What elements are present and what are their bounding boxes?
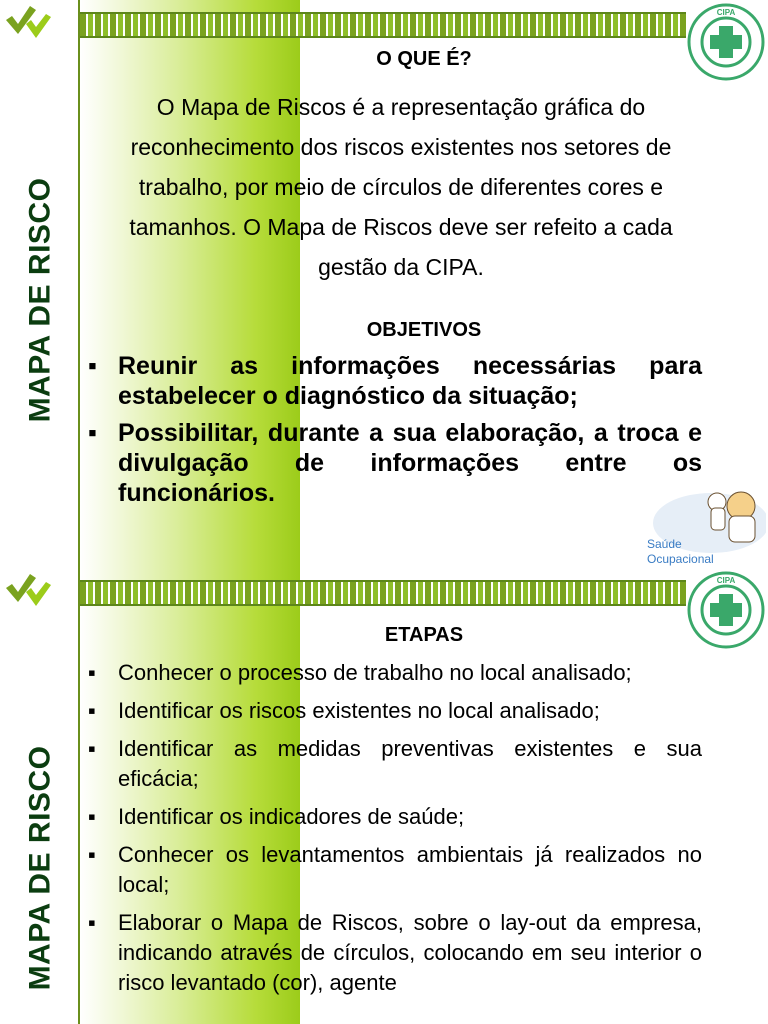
side-title (0, 728, 80, 1008)
cipa-logo-text: CIPA (716, 8, 736, 17)
heading-etapas: ETAPAS (384, 624, 464, 646)
objectives-list (88, 351, 702, 515)
checkmark-decoration-icon (4, 570, 54, 610)
cipa-logo-text: CIPA (716, 576, 736, 585)
logo-text-saude: Saúde (647, 537, 682, 551)
list-item: ▪ Identificar os riscos existentes no local analisado; (88, 696, 702, 726)
list-item: ▪ Conhecer os levantamentos ambientais já realizados no local; (88, 840, 702, 900)
steps-list (88, 658, 702, 1006)
side-title-text: MAPA DE RISCO (23, 745, 57, 991)
side-title-text: MAPA DE RISCO (23, 177, 57, 423)
list-item: ▪ Identificar os indicadores de saúde; (88, 802, 702, 832)
list-item: ▪ Reunir as informações necessárias para estabelecer o diagnóstico da situação; (88, 351, 702, 411)
heading-o-que-e: O QUE É? (376, 48, 472, 70)
top-stripe-band (80, 12, 686, 38)
list-item: ▪ Possibilitar, durante a sua elaboração, a troca e divulgação de informações entre os funcionários. (88, 418, 702, 508)
top-stripe-band (80, 580, 686, 606)
list-item: ▪ Conhecer o processo de trabalho no local analisado; (88, 658, 702, 688)
list-item: ▪ Elaborar o Mapa de Riscos, sobre o lay-out da empresa, indicando através de círculos, colocando em seu interior o risco levantado (cor), agente (88, 908, 702, 998)
logo-text-ocupacional: Ocupacional (647, 552, 714, 566)
definition-paragraph: O Mapa de Riscos é a representação gráfica do reconhecimento dos riscos existentes nos setores de trabalho, por meio de círculos de diferentes cores e tamanhos. O Mapa de Riscos deve ser refeito a cada gestão da CIPA. (129, 94, 673, 280)
heading-objetivos: OBJETIVOS (366, 319, 482, 341)
list-item: ▪ Identificar as medidas preventivas existentes e sua eficácia; (88, 734, 702, 794)
checkmark-decoration-icon (4, 2, 54, 42)
saude-ocupacional-logo-icon (641, 478, 766, 568)
slide-2 (0, 568, 768, 1024)
side-title (0, 60, 80, 540)
